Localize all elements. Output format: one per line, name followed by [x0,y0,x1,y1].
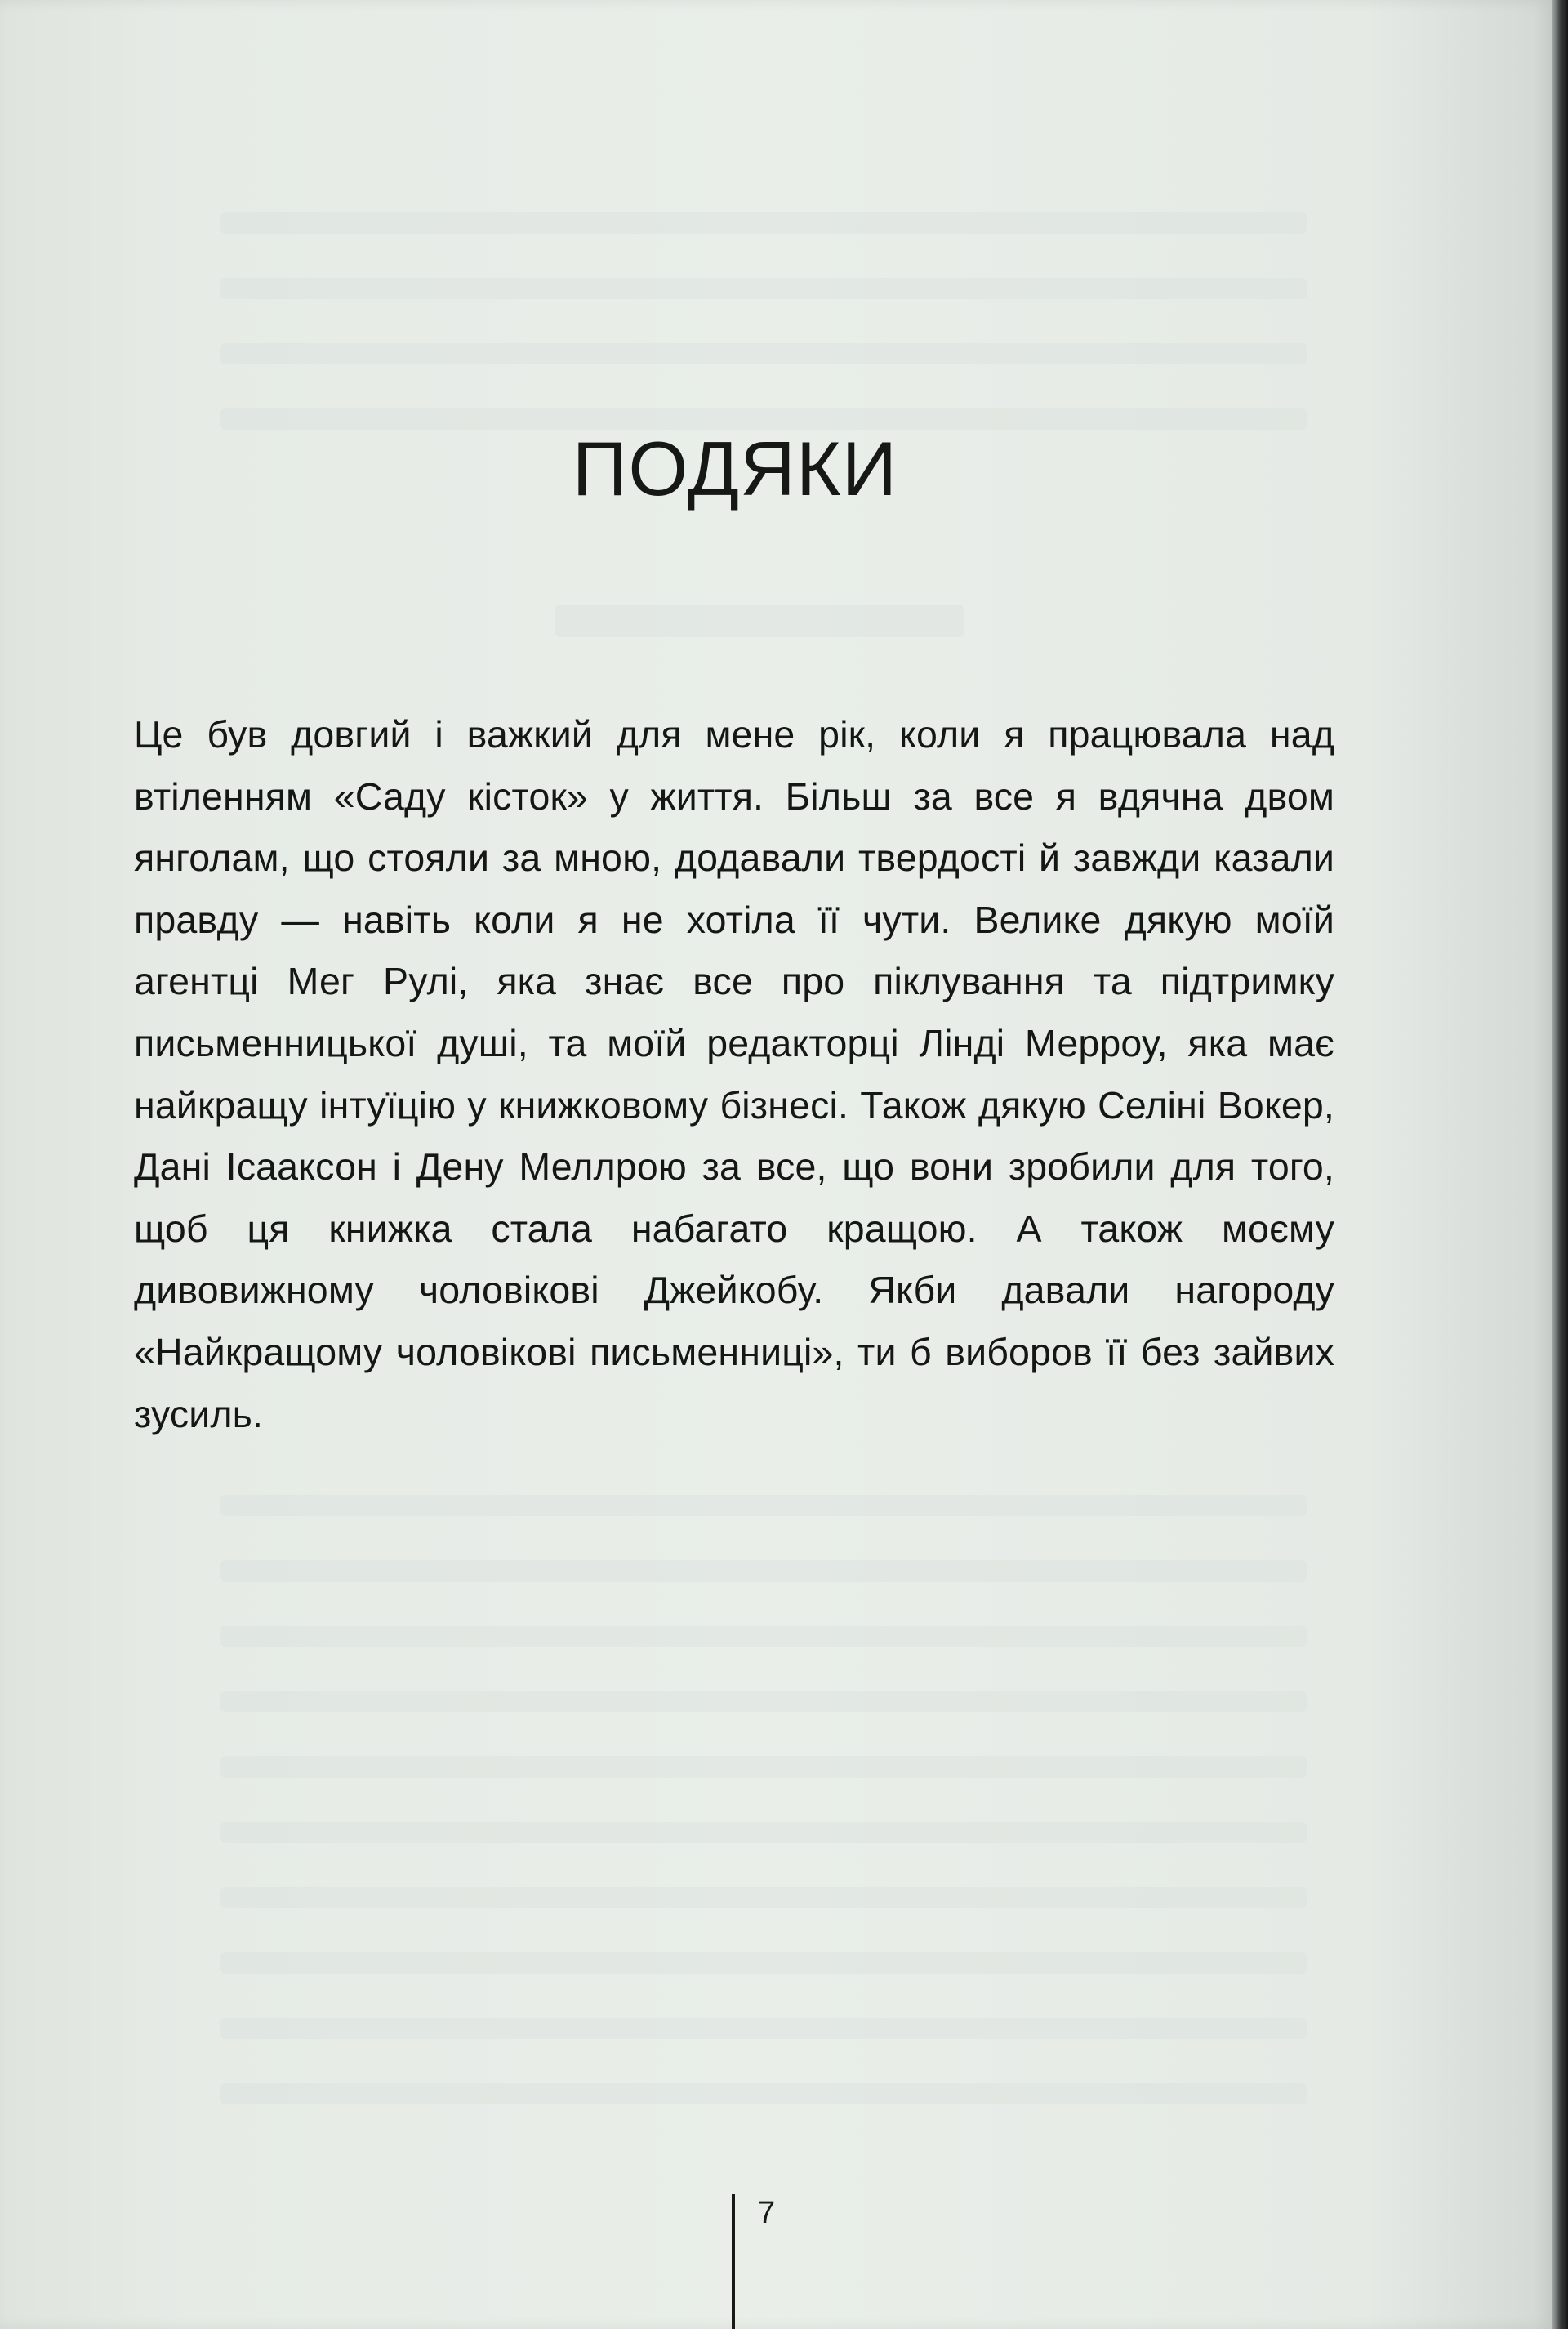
show-through-line [220,1952,1307,1974]
show-through-line [220,1626,1307,1647]
show-through-line [220,1495,1307,1516]
page-number-rule [732,2194,735,2329]
show-through-line [220,1887,1307,1908]
page-edge-shadow [1552,0,1568,2329]
show-through-line [220,1756,1307,1778]
show-through-line [220,212,1307,234]
page-number: 7 [758,2196,776,2230]
show-through-line [220,278,1307,299]
show-through-line [555,605,964,637]
body-paragraph: Це був довгий і важкий для мене рік, коли я працювала над втіленням «Саду кісток» у життя. Більш за все я вдячна двом янголам, що стояли за мною, додавали твердості й завжди казали правду — навіть коли я не хотіла її чути. Велике дякую моїй агентці Мег Рулі, яка знає все про піклування та підтримку письменницької душі, та моїй редакторці Лінді Мерроу, яка має найкращу інтуїцію у книжковому бізнесі. Також дякую Селіні Вокер, Дані Ісааксон і Дену Меллрою за все, що вони зробили для того, щоб ця книжка стала набагато кращою. А також моєму дивовижному чоловікові Джейкобу. Якби давали нагороду «Найкращому чоловікові письменниці», ти б виборов її без зайвих зусиль. [134,713,1334,1435]
show-through-line [220,1560,1307,1582]
show-through-line [220,1691,1307,1712]
page-title: ПОДЯКИ [572,426,898,511]
show-through-line [220,2018,1307,2039]
show-through-line [220,1822,1307,1843]
show-through-line [220,2083,1307,2104]
show-through-line [220,343,1307,364]
